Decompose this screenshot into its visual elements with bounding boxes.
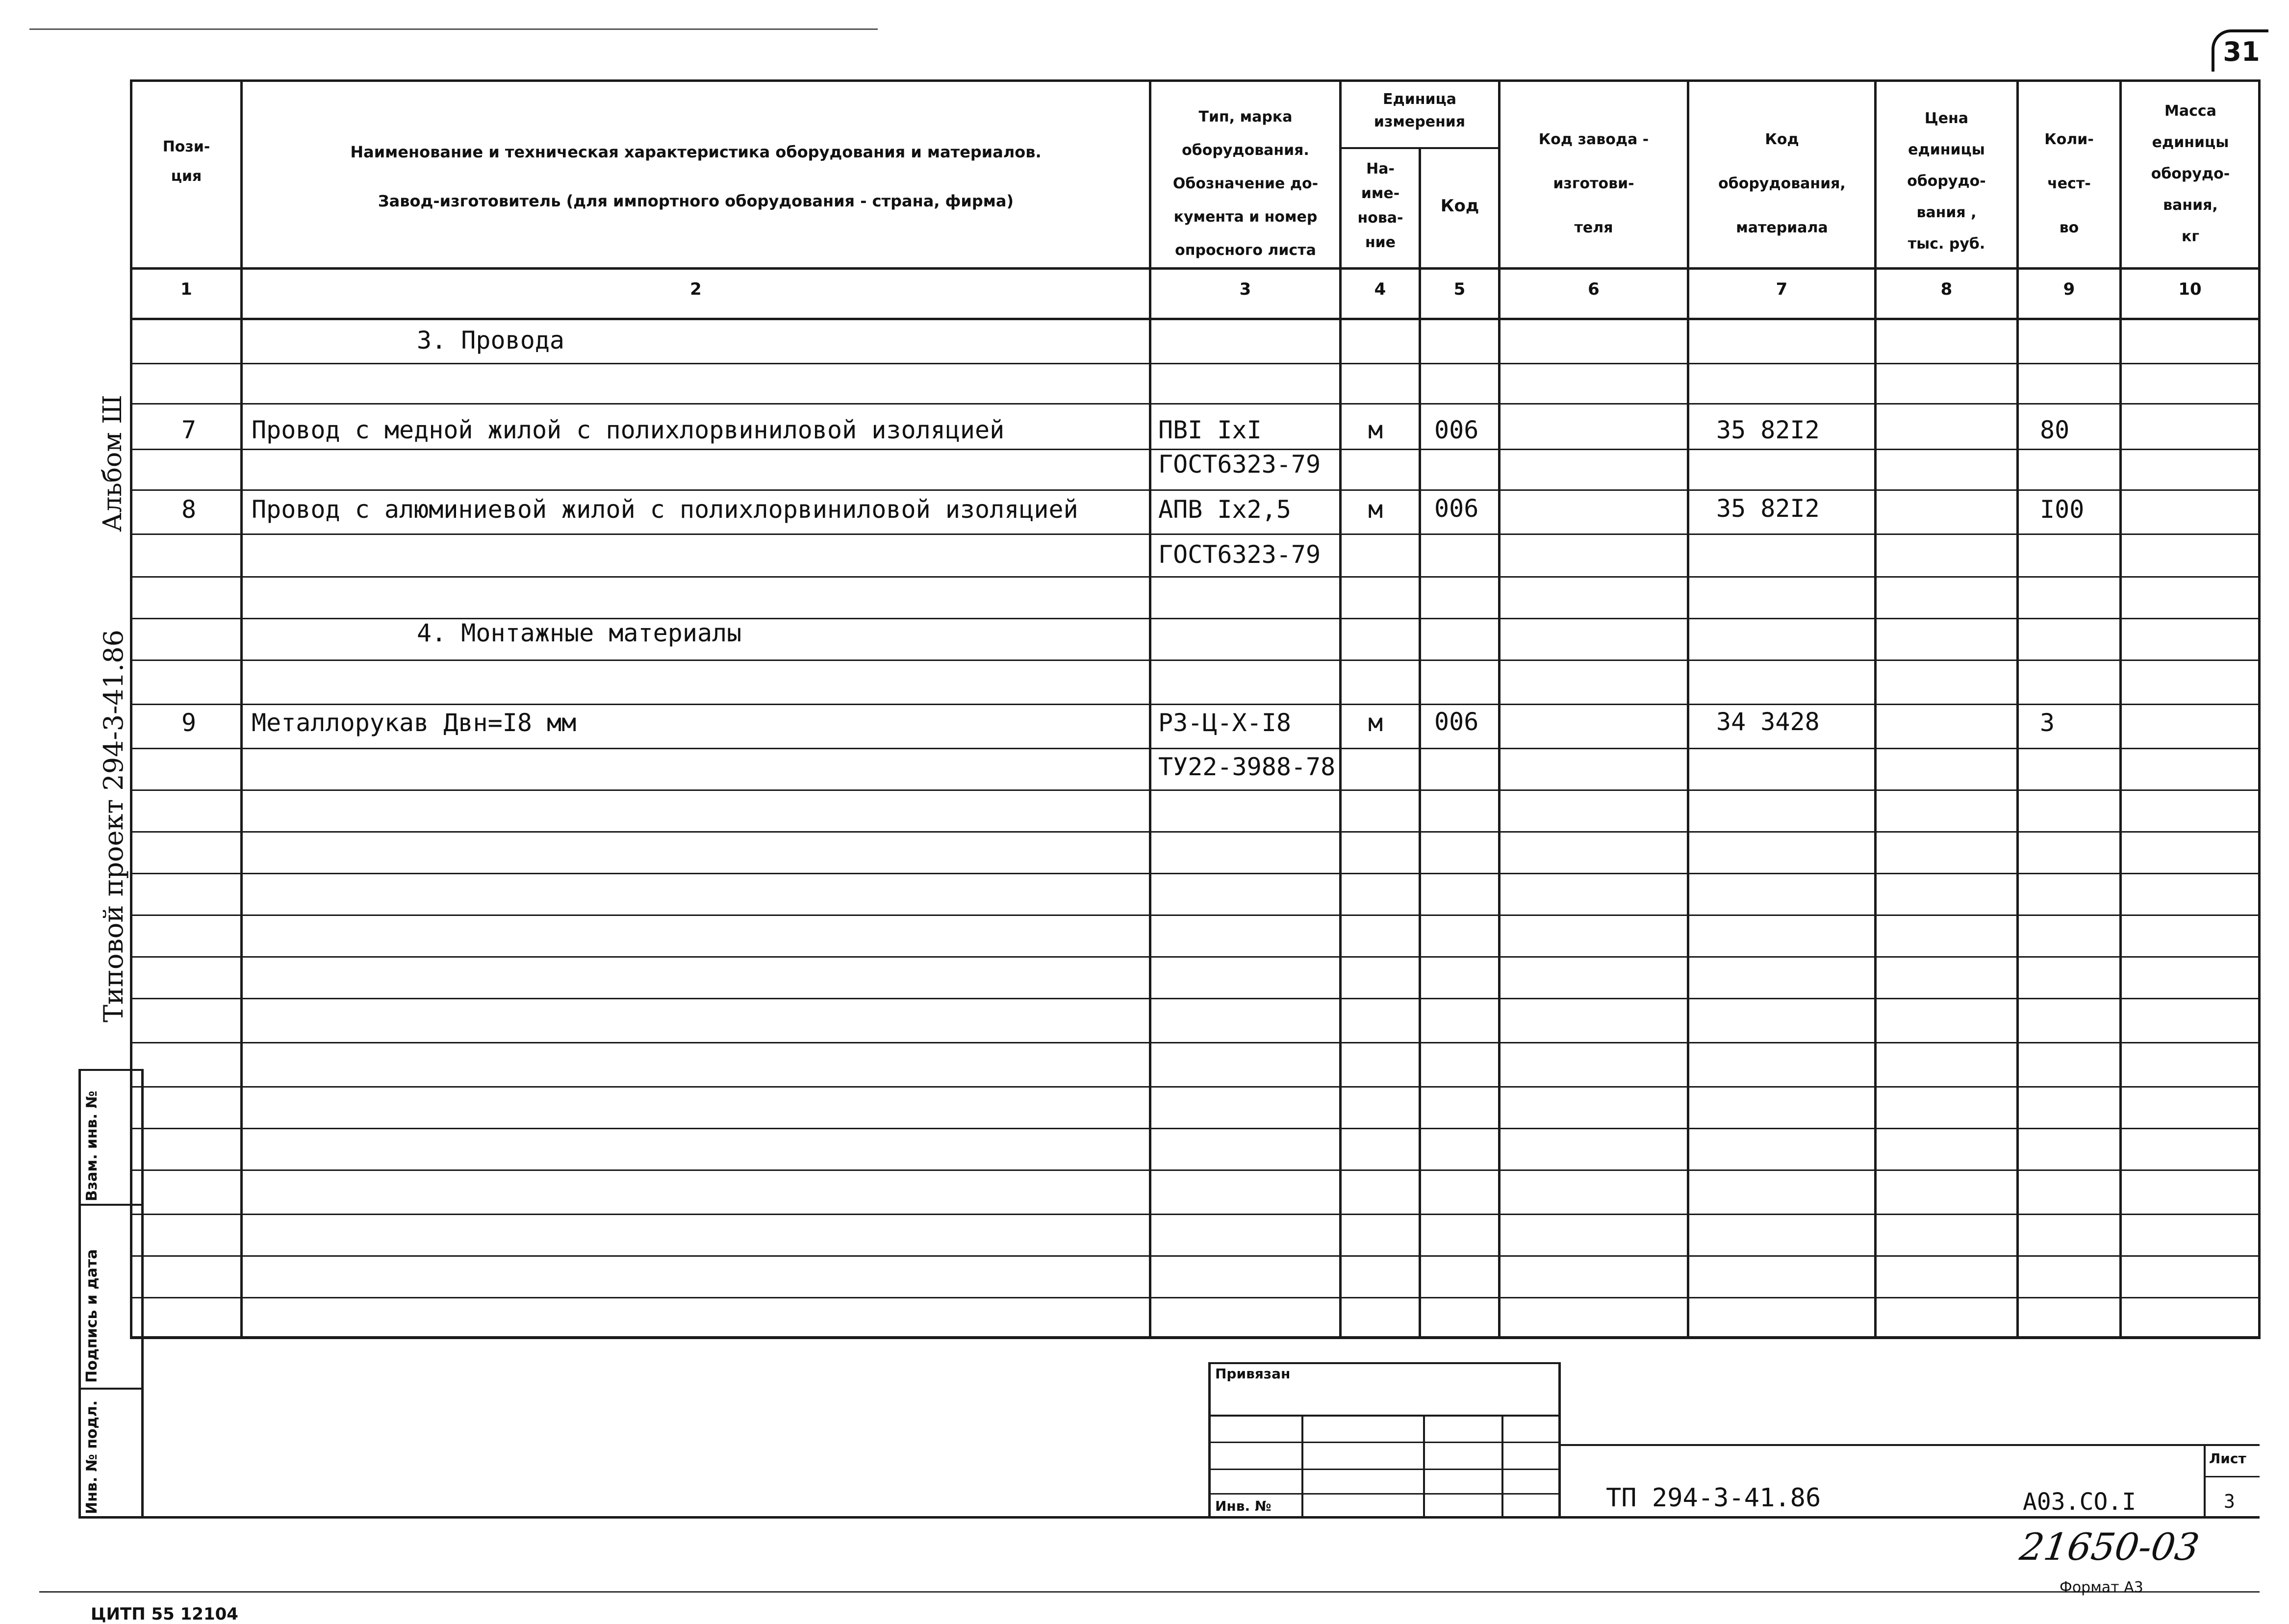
row-quantity: 3: [2040, 709, 2055, 737]
row-type-doc: ГОСТ6323-79: [1158, 450, 1321, 479]
col-number: 8: [1940, 279, 1953, 299]
format-label: Формат А3: [2060, 1579, 2143, 1596]
row-type-doc: ТУ22-3988-78: [1158, 753, 1336, 781]
row-quantity: I00: [2040, 495, 2085, 524]
stamp-orig-inv: Инв. № подл.: [83, 1400, 101, 1514]
header-col1: Пози- ция: [162, 138, 210, 185]
col-number: 2: [690, 279, 702, 299]
handwritten-number: 21650-03: [2017, 1525, 2202, 1569]
row-unit-code: 006: [1434, 708, 1479, 736]
privyazan-label: Привязан: [1215, 1366, 1291, 1382]
col-number: 3: [1239, 279, 1251, 299]
header-col5: Код: [1440, 196, 1479, 216]
row-unit: м: [1368, 709, 1383, 737]
header-col6: Код завода - изготови- теля: [1538, 131, 1649, 236]
header-col3: Тип, марка оборудования. Обозначение до- кумента и номер опросного листа: [1172, 108, 1319, 259]
row-position: 8: [181, 495, 197, 524]
col-number: 9: [2063, 279, 2075, 299]
section-title: 3. Провода: [417, 326, 565, 355]
row-unit: м: [1368, 495, 1383, 524]
row-name: Провод с медной жилой с полихлорвиниловой изоляцией: [252, 416, 1005, 444]
row-equipment-code: 35 82I2: [1716, 494, 1820, 523]
col-number: 6: [1588, 279, 1600, 299]
header-col7: Код оборудования, материала: [1718, 131, 1846, 236]
project-label: Типовой проект 294-3-41.86: [98, 630, 129, 1022]
album-label: Альбом Ш: [98, 395, 127, 532]
row-type: АПВ Iх2,5: [1158, 495, 1291, 524]
row-name: Провод с алюминиевой жилой с полихлорвиниловой изоляцией: [252, 495, 1078, 524]
header-col10: Масса единицы оборудо- вания, кг: [2151, 102, 2230, 245]
page-number: 31: [2212, 29, 2268, 72]
row-type: РЗ-Ц-Х-I8: [1158, 709, 1291, 737]
stamp-replace-inv: Взам. инв. №: [83, 1091, 101, 1201]
header-col4: На- име- нова- ние: [1357, 160, 1403, 251]
row-unit-code: 006: [1434, 416, 1479, 444]
header-unit-group: Единица измерения: [1373, 91, 1466, 130]
header-col2: Наименование и техническая характеристика оборудования и материалов. Завод-изготовитель (для импортного оборудования - страна, фирма): [350, 143, 1042, 210]
inv-label: Инв. №: [1215, 1498, 1272, 1514]
row-equipment-code: 34 3428: [1716, 708, 1820, 736]
row-equipment-code: 35 82I2: [1716, 416, 1820, 444]
list-label: Лист: [2209, 1450, 2246, 1467]
row-unit-code: 006: [1434, 494, 1479, 523]
col-number: 10: [2178, 279, 2202, 299]
section-title: 4. Монтажные материалы: [417, 619, 742, 647]
col-number: 4: [1374, 279, 1386, 299]
stamp-signature-date: Подпись и дата: [83, 1249, 101, 1383]
row-position: 9: [181, 709, 197, 737]
row-type-doc: ГОСТ6323-79: [1158, 540, 1321, 569]
col-number: 5: [1453, 279, 1466, 299]
list-number: 3: [2224, 1491, 2235, 1512]
row-unit: м: [1368, 416, 1383, 444]
row-position: 7: [181, 416, 197, 444]
row-name: Металлорукав Двн=I8 мм: [252, 709, 577, 737]
col-number: 1: [180, 279, 192, 299]
document-code: ТП 294-3-41.86: [1606, 1483, 1821, 1513]
printer-stamp: ЦИТП 55 12104: [91, 1604, 238, 1624]
header-col8: Цена единицы оборудо- вания , тыс. руб.: [1907, 110, 1986, 253]
row-quantity: 80: [2040, 416, 2070, 444]
header-col9: Коли- чест- во: [2044, 131, 2094, 236]
row-type: ПВI IxI: [1158, 416, 1262, 444]
sheet-code: А03.СО.I: [2023, 1488, 2136, 1516]
col-number: 7: [1776, 279, 1788, 299]
